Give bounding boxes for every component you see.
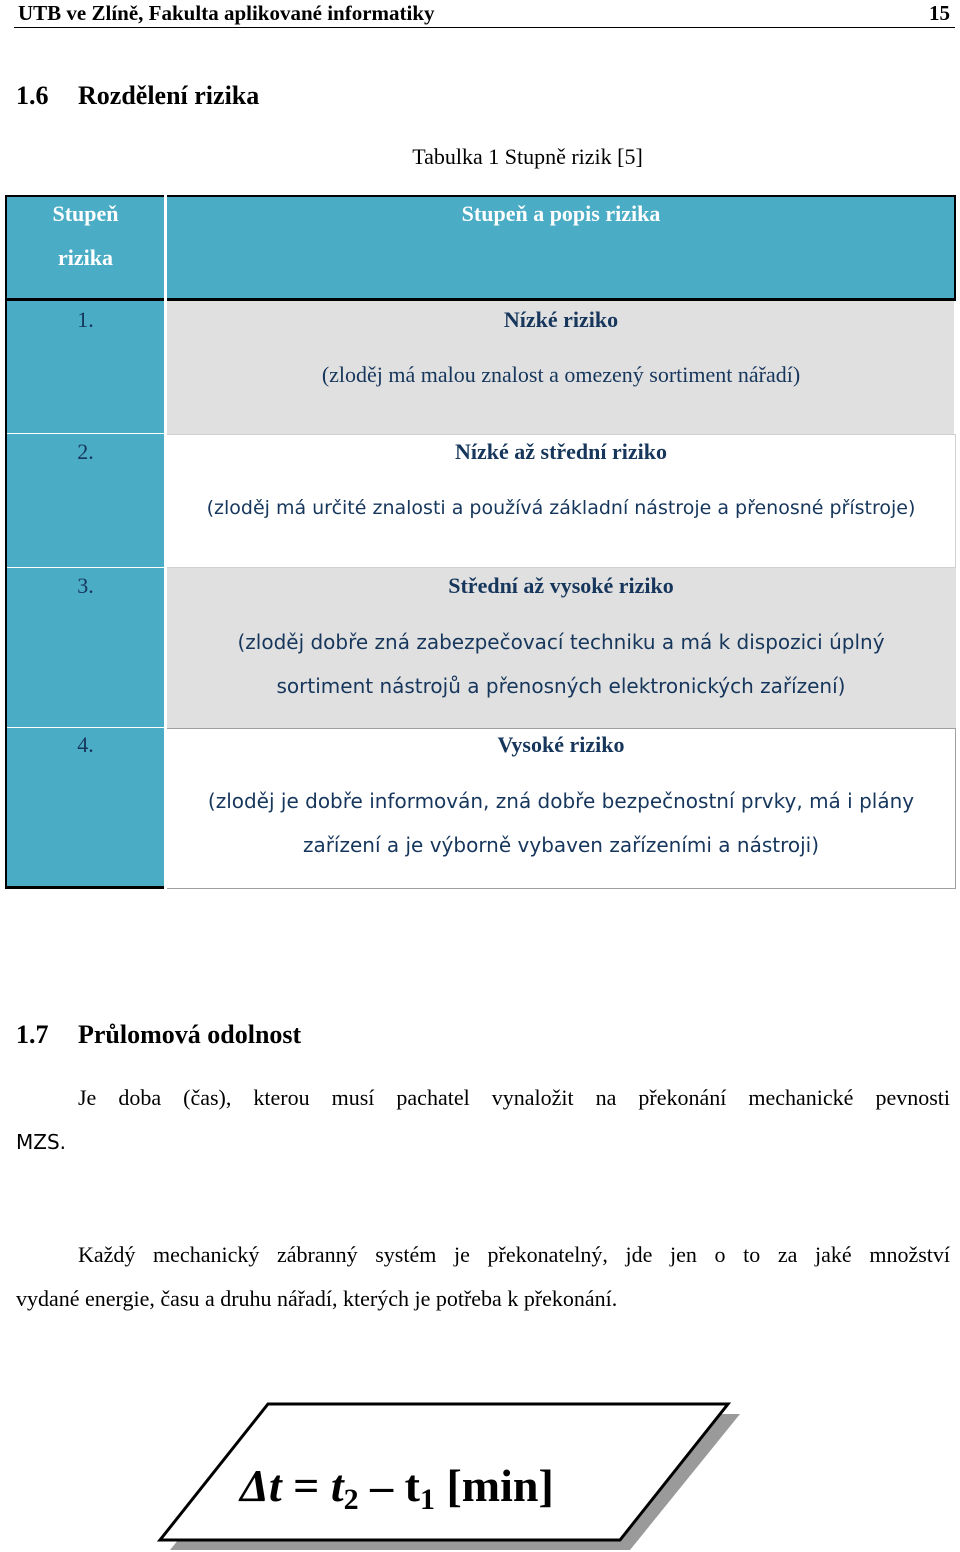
row-3-title: Střední až vysoké riziko [448,573,674,598]
section-heading-1-6 [16,80,259,112]
header-rule [14,27,955,28]
row-2-number: 2. [77,439,94,464]
risk-degree-table [5,195,956,889]
row-2-description: (zloděj má určité znalosti a používá základní nástroje a přenosné přístroje) [206,497,916,519]
table-bottom-border [5,886,167,889]
row-3-description-line1: (zloděj dobře zná zabezpečovací techniku a má k dispozici úplný [237,630,885,654]
row-4-description-line1: (zloděj je dobře informován, zná dobře bezpečnostní prvky, má i plány [207,789,915,813]
row-3-number: 3. [77,573,94,598]
header-degree-line1: Stupeň [52,201,119,226]
row-1-title: Nízké riziko [503,307,619,332]
formula-minus: – [370,1460,394,1511]
row-3-description-line2: sortiment nástrojů a přenosných elektronických zařízení) [276,674,846,698]
header-degree-line2: rizika [58,245,113,270]
formula-sub-1: 1 [419,1483,435,1516]
page-number: 15 [929,1,950,25]
section-heading-1-7 [16,1019,301,1051]
formula-unit: [min] [446,1460,554,1511]
formula-delta-t: Δt [240,1460,282,1511]
section-number: 1.6 [16,81,49,110]
paragraph-2-line1: Každý mechanický zábranný systém je překonatelný, jde jen o to za jaké množství [78,1242,950,1267]
row-1-description: (zloděj má malou znalost a omezený sortiment nářadí) [321,362,801,387]
formula-sub-2: 2 [343,1483,359,1516]
row-4-number: 4. [77,732,94,757]
row-2-title: Nízké až střední riziko [454,439,668,464]
section-title: Průlomová odolnost [78,1020,302,1049]
formula-t1: t [404,1460,420,1511]
header-degree [5,192,166,280]
section-title: Rozdělení rizika [78,81,260,110]
formula-equals: = [293,1460,320,1511]
running-header-institution: UTB ve Zlíně, Fakulta aplikované informatiky [18,1,435,25]
paragraph-2-line2: vydané energie, času a druhu nářadí, kterých je potřeba k překonání. [16,1286,618,1311]
row-1-number: 1. [77,307,94,332]
row-4-title: Vysoké riziko [497,732,625,757]
formula-t2: t [330,1460,344,1511]
section-number: 1.7 [16,1020,49,1049]
paragraph-1-line2: MZS. [16,1130,67,1154]
paragraph-1-line1: Je doba (čas), kterou musí pachatel vynaložit na překonání mechanické pevnosti [78,1085,950,1110]
formula-breach-time [240,1456,554,1530]
header-description: Stupeň a popis rizika [461,201,661,226]
table-caption: Tabulka 1 Stupně rizik [5] [412,144,643,169]
row-4-description-line2: zařízení a je výborně vybaven zařízeními a nástroji) [302,833,820,857]
